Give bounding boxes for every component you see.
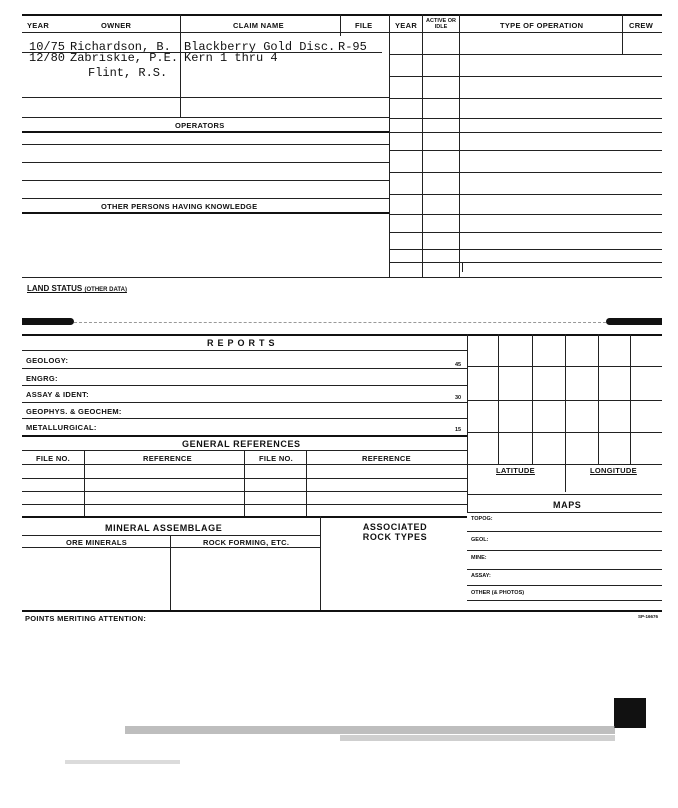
latitude-label: LATITUDE [496,466,535,475]
grid-column-line [598,334,599,464]
maps-header-line [467,512,662,513]
mineral-header-ore: ORE MINERALS [66,538,128,547]
col-header-type-of-operation: TYPE OF OPERATION [500,21,584,30]
mineral-row-line [22,547,320,548]
reports-bottom-rule [22,435,467,437]
operators-row-line [22,162,389,163]
ops-row-line [389,249,662,250]
col-header-year-2: YEAR [395,21,418,30]
maps-row-line [467,600,662,601]
ops-row-line [389,98,662,99]
points-meriting-attention-label: POINTS MERITING ATTENTION: [25,614,147,623]
report-num-geology: 45 [455,362,462,368]
report-line [22,385,467,386]
ops-row-line [389,232,662,233]
ops-row-line [389,54,662,55]
owner-row-line [22,117,389,118]
reports-top-rule [22,334,662,336]
grid-column-line [630,334,631,464]
report-label-geophys: GEOPHYS. & GEOCHEM: [26,407,122,416]
form-number: SP-16676 [638,614,659,619]
grid-row-line [467,432,662,433]
entry-year-1: 10/75 [29,40,66,54]
report-num-assay: 30 [455,395,462,401]
grid-column-line [565,334,566,492]
refs-col-line [244,450,245,516]
top-rule [22,14,662,16]
grid-row-line [467,400,662,401]
ops-row-line [389,194,662,195]
section-reports: REPORTS [207,338,279,348]
col-header-crew: CREW [629,21,654,30]
col-header-owner: OWNER [101,21,132,30]
maps-row-line [467,569,662,570]
section-general-references: GENERAL REFERENCES [182,439,301,449]
ops-row-line [389,76,662,77]
col-header-year: YEAR [27,21,50,30]
binder-bar-right [606,318,662,325]
refs-header-file-no: FILE NO. [36,454,71,463]
entry-file-1: R-95 [338,40,367,54]
report-label-geology: GEOLOGY: [26,356,69,365]
other-persons-rule [22,212,389,214]
col-header-active-or-idle: ACTIVE OR IDLE [426,18,456,30]
grid-row-line [467,366,662,367]
mineral-rock-divider [320,516,321,610]
section-operators: OPERATORS [175,121,225,130]
owner-row-line [22,97,389,98]
refs-header-reference: REFERENCE [143,454,192,463]
mineral-header-line [22,535,320,536]
report-line [22,418,467,419]
scan-noise-band [125,726,615,734]
scan-noise-band [340,735,615,741]
refs-header-reference-2: REFERENCE [362,454,411,463]
ops-row-line [389,214,662,215]
binder-fold-line [74,322,606,323]
ops-row-line [389,172,662,173]
operators-rule [22,131,389,133]
ops-row-line [389,150,662,151]
section-associated-rock-types: ASSOCIATED ROCK TYPES [362,522,428,542]
refs-col-line [306,450,307,516]
mineral-header-rock: ROCK FORMING, ETC. [203,538,290,547]
maps-geol-label: GEOL: [471,537,489,543]
grid-row-line [467,464,662,465]
report-num-metallurgical: 15 [455,427,462,433]
report-label-assay: ASSAY & IDENT: [26,390,89,399]
land-status-label [27,284,127,293]
maps-row-line [467,531,662,532]
land-status-title: LAND STATUS [27,284,83,293]
ops-row-line [389,118,662,119]
divider-owner-claim [180,14,181,118]
land-status-note: (OTHER DATA) [84,287,127,293]
upper-block-bottom [22,277,662,278]
scan-noise-band [65,760,180,764]
operators-row-line [22,144,389,145]
maps-mine-label: MINE: [471,555,487,561]
entry-claim-2: Kern 1 thru 4 [184,51,278,65]
scan-artifact-block [614,698,646,728]
entry-owner-2: Zabriskie, P.E. [70,51,179,65]
latlong-bottom-line [467,494,662,495]
entry-owner-3: Flint, R.S. [88,66,168,80]
grid-column-line [498,334,499,464]
report-line [22,368,467,369]
refs-header-file-no-2: FILE NO. [259,454,294,463]
maps-row-line [467,550,662,551]
section-other-persons: OTHER PERSONS HAVING KNOWLEDGE [101,202,258,211]
col-header-claim-name: CLAIM NAME [233,21,284,30]
operators-row-line [22,180,389,181]
mineral-bottom-rule [22,610,662,612]
col-header-file: FILE [355,21,373,30]
section-maps: MAPS [553,500,582,510]
ops-row-line [389,132,662,133]
report-line [22,402,467,403]
binder-bar-left [22,318,74,325]
header-rule [22,32,662,33]
operators-row-line [22,198,389,199]
entry-owner-1: Richardson, B. [70,40,171,54]
maps-other-label: OTHER (& PHOTOS) [471,590,525,596]
maps-row-line [467,585,662,586]
report-label-metallurgical: METALLURGICAL: [26,423,97,432]
entry-year-2: 12/80 [29,51,66,65]
report-label-engrg: ENGRG: [26,374,58,383]
divider-claim-file [340,14,341,36]
latlong-left-border [467,334,468,512]
maps-topog-label: TOPOG: [471,516,493,522]
longitude-label: LONGITUDE [590,466,637,475]
maps-assay-label: ASSAY: [471,573,491,579]
ops-tick [462,262,463,272]
refs-col-line [84,450,85,516]
refs-bottom-rule [22,516,467,518]
grid-column-line [532,334,533,464]
divider-type-crew [622,14,623,54]
section-mineral-assemblage: MINERAL ASSEMBLAGE [105,523,223,533]
reports-header-line [22,350,467,351]
entry-claim-1: Blackberry Gold Disc. [184,40,336,54]
ops-row-line [389,262,662,263]
